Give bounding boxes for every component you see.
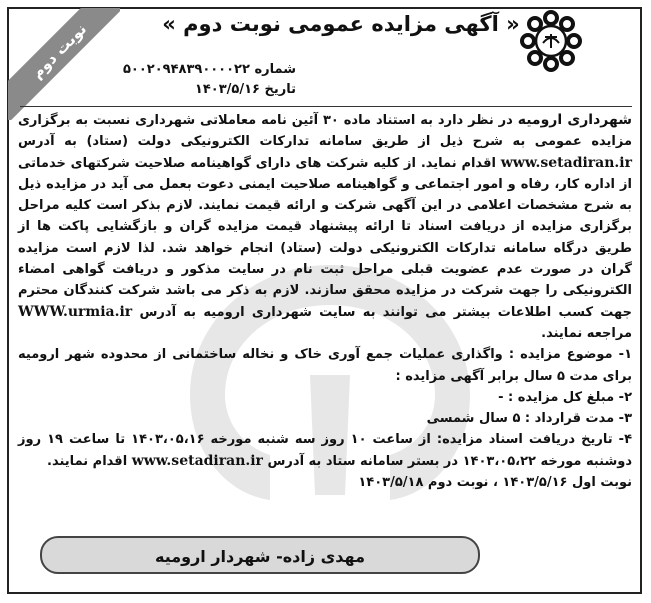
number-label: شماره xyxy=(254,62,296,77)
notice-body xyxy=(18,110,632,493)
date-label: تاریخ xyxy=(264,82,296,97)
item-dates-text: ۴- تاریخ دریافت اسناد مزایده: از ساعت ۱۰ روز سه شنبه مورخه ۱۴۰۳،۰۵،۱۶ تا ساعت ۱۹ روز دوشنبه مورخه ۱۴۰۳،۰۵،۲۲ در بستر سامانه ستاد به آدرس xyxy=(18,432,632,469)
corner-ribbon xyxy=(8,8,120,120)
item-dates-end: اقدام نمایند. xyxy=(47,453,128,469)
publish-dates: نوبت اول ۱۴۰۳/۵/۱۶ ، نوبت دوم ۱۴۰۳/۵/۱۸ xyxy=(358,475,632,491)
notice-number xyxy=(123,62,296,77)
urmia-link[interactable]: WWW.urmia.ir xyxy=(18,303,133,320)
number-value: ۵۰۰۲۰۹۴۸۳۹۰۰۰۰۲۲ xyxy=(122,62,250,77)
lead-org: شهرداری ارومیه xyxy=(517,112,632,128)
header-divider xyxy=(20,106,632,107)
item-duration: ۳- مدت قرارداد : ۵ سال شمسی xyxy=(426,411,632,427)
item-dates xyxy=(18,429,632,472)
intro-paragraph xyxy=(18,110,632,344)
ribbon-label: نوبت دوم xyxy=(8,8,120,120)
setad-link[interactable]: www.setadiran.ir xyxy=(500,154,632,171)
item-amount: ۲- مبلغ کل مزایده : - xyxy=(498,389,632,405)
setad-link-2[interactable]: www.setadiran.ir xyxy=(131,452,263,469)
item-subject: ۱- موضوع مزایده : واگذاری عملیات جمع آوری خاک و نخاله ساختمانی از محدوده شهر ارومیه برای مدت ۵ سال برابر آگهی مزایده : xyxy=(18,347,632,384)
intro-text-c: مراجعه نمایند. xyxy=(541,325,632,341)
notice-date xyxy=(195,82,296,97)
signature-box: مهدی زاده- شهردار ارومیه xyxy=(40,536,480,574)
date-value: ۱۴۰۳/۵/۱۶ xyxy=(194,82,260,97)
page-title: « آگهی مزایده عمومی نوبت دوم » xyxy=(162,12,520,36)
intro-text-a: در نظر دارد به استناد ماده ۳۰ آئین نامه معاملاتی شهرداری نسبت به برگزاری مزایده عمومی به شرح ذیل از طریق سامانه تدارکات الکترونیکی دولت (ستاد) به آدرس xyxy=(18,113,632,150)
intro-text-b: اقدام نماید. از کلیه شرکت های دارای گواهینامه صلاحیت شرکتهای خدماتی از اداره کار، رفاه و امور اجتماعی و گواهینامه صلاحیت ایمنی دعوت بعمل می آید در مزایده ذیل به شرح مشخصات اعلامی در این آگهی شرکت و ارائه قیمت نمایند. لازم بذکر است کلیه مراحل برگزاری مزایده از دریافت اسناد تا ارائه پیشنهاد قیمت مزایده گران و بازگشایی پاکت ها از طریق درگاه سامانه تدارکات الکترونیکی دولت (ستاد) انجام خواهد شد. لذا لازم است مزایده گران در صورت عدم عضویت قبلی مراحل ثبت نام در سایت مذکور و دریافت گواهی امضاء الکترونیکی را جهت شرکت در مزایده محقق سازند. لازم به ذکر می باشد شرکت کنندگان محترم جهت کسب اطلاعات بیشتر می توانند به سایت شهرداری ارومیه به آدرس xyxy=(18,155,632,320)
